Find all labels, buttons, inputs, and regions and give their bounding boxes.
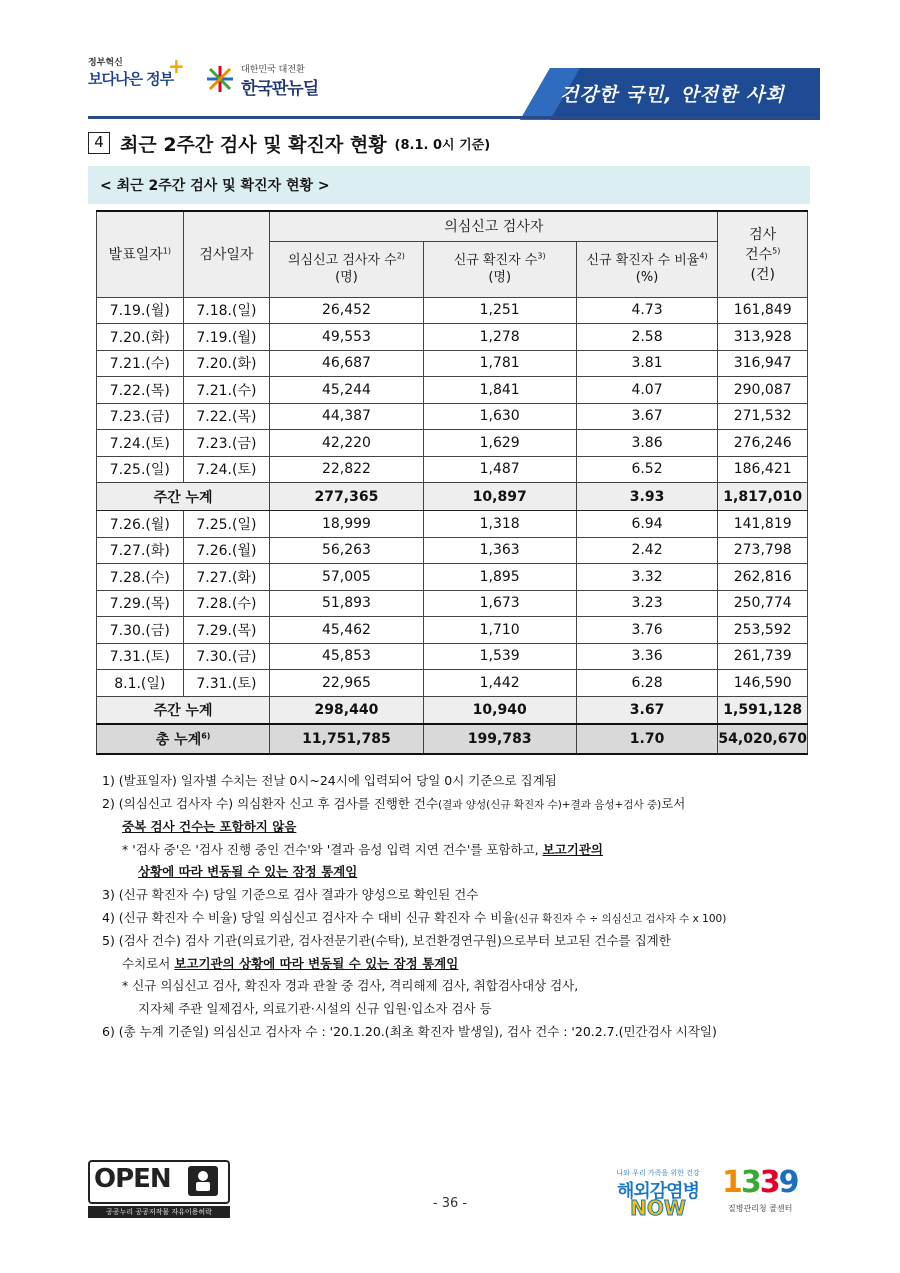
table-row: 7.25.(일) 7.24.(토) 22,822 1,487 6.52 186,421 [97, 456, 808, 483]
person-icon [188, 1166, 218, 1196]
header-suspect-count: 의심신고 검사자 수$^{2)}$ (명) [270, 241, 423, 297]
header-ratio: 신규 확진자 수 비율$^{4)}$ (%) [576, 241, 718, 297]
header-suspect-group: 의심신고 검사자 [270, 211, 718, 241]
footnote-4: 4) (신규 확진자 수 비율) 당일 의심신고 검사자 수 대비 신규 확진자 수 비율(신규 확진자 수 ÷ 의심신고 검사자 수 x 100) [102, 909, 727, 925]
table-row: 7.30.(금) 7.29.(목) 45,462 1,710 3.76 253,592 [97, 617, 808, 644]
page-header [0, 0, 900, 125]
table-row: 7.22.(목) 7.21.(수) 45,244 1,841 4.07 290,087 [97, 377, 808, 404]
header-rule [88, 116, 818, 119]
header-test-count: 검사 건수$^{5)}$ (건) [718, 211, 808, 297]
table-row: 7.21.(수) 7.20.(화) 46,687 1,781 3.81 316,947 [97, 350, 808, 377]
header-new-confirmed: 신규 확진자 수$^{3)}$ (명) [423, 241, 576, 297]
open-license-text: OPEN [94, 1164, 171, 1194]
footnote-5-star: * 신규 의심신고 검사, 확진자 경과 관찰 중 검사, 격리해제 검사, 취합검사대상 검사, [122, 978, 579, 994]
attribution-icon [188, 1166, 218, 1196]
overseas-small-text: 나와 우리 가족을 위한 건강 [616, 1169, 700, 1177]
table-row: 7.26.(월) 7.25.(일) 18,999 1,318 6.94 141,819 [97, 511, 808, 538]
section-number: 4 [88, 132, 110, 154]
weekly-sum-row: 주간 누계 298,440 10,940 3.67 1,591,128 [97, 696, 808, 724]
gov-innovation-logo [88, 54, 198, 102]
footnote-3: 3) (신규 확진자 수) 당일 기준으로 검사 결과가 양성으로 확인된 건수 [102, 886, 479, 902]
overseas-infection-logo [612, 1168, 704, 1218]
table-row: 7.23.(금) 7.22.(목) 44,387 1,630 3.67 271,532 [97, 403, 808, 430]
table-row: 7.19.(월) 7.18.(일) 26,452 1,251 4.73 161,849 [97, 297, 808, 324]
table-row: 7.29.(목) 7.28.(수) 51,893 1,673 3.23 250,774 [97, 590, 808, 617]
footnote-1: 1) (발표일자) 일자별 수치는 전날 0시~24시에 입력되어 당일 0시 기준으로 집계됨 [102, 773, 557, 788]
section-title: 최근 2주간 검사 및 확진자 현황 [120, 133, 387, 156]
weekly-sum-row: 주간 누계 277,365 10,897 3.93 1,817,010 [97, 483, 808, 511]
table-row: 7.27.(화) 7.26.(월) 56,263 1,363 2.42 273,798 [97, 537, 808, 564]
footnote-2-star: * '검사 중'은 '검사 진행 중인 건수'와 '결과 음성 입력 지연 건수'를 포함하고, 보고기관의 [122, 841, 603, 857]
table-row: 7.20.(화) 7.19.(월) 49,553 1,278 2.58 313,928 [97, 324, 808, 351]
footnote-2-cont: 중복 검사 건수는 포함하지 않음 [122, 819, 297, 835]
footnote-5-star-cont: 지자체 주관 일제검사, 의료기관·시설의 신규 입원·입소자 검사 등 [138, 1000, 492, 1016]
table-row: 7.28.(수) 7.27.(화) 57,005 1,895 3.32 262,816 [97, 564, 808, 591]
table-subtitle: < 최근 2주간 검사 및 확진자 현황 > [88, 166, 810, 204]
table-row: 7.24.(토) 7.23.(금) 42,220 1,629 3.86 276,246 [97, 430, 808, 457]
overseas-big-text: 해외감염병 [617, 1181, 699, 1202]
footnote-5-cont: 수치로서 보고기관의 상황에 따라 변동될 수 있는 잠정 통계임 [122, 955, 459, 971]
korean-new-deal-logo [205, 60, 345, 100]
kdca-callcenter-logo [720, 1165, 816, 1217]
footnotes [102, 770, 817, 1043]
callcenter-label: 질병관리청 콜센터 [728, 1204, 793, 1213]
open-license-caption: 공공누리 공공저작물 자유이용허락 [88, 1206, 230, 1218]
page-number: - 36 - [432, 1196, 468, 1211]
footnote-2: 2) (의심신고 검사자 수) 의심환자 신고 후 검사를 진행한 건수(결과 양성(신규 확진자 수)+결과 음성+검사 중)로서 [102, 795, 686, 811]
table-row: 7.31.(토) 7.30.(금) 45,853 1,539 3.36 261,739 [97, 643, 808, 670]
slogan-text: 건강한 국민, 안전한 사회 [560, 84, 785, 106]
plus-icon: + [168, 54, 185, 78]
new-deal-mark-icon [205, 64, 235, 94]
grand-total-row: 총 누계$^{6)}$ 11,751,785 199,783 1.70 54,020,670 [97, 724, 808, 754]
gov-logo-big-text: 보다나은 정부 [88, 70, 174, 88]
section-heading [88, 126, 490, 160]
overseas-now-text: NOW [630, 1196, 686, 1220]
callcenter-number: 1339 [722, 1165, 798, 1200]
header-announce-date: 발표일자$^{1)}$ [97, 211, 184, 297]
footnote-6: 6) (총 누계 기준일) 의심신고 검사자 수 : '20.1.20.(최초 확진자 발생일), 검사 건수 : '20.2.7.(민간검사 시작일) [102, 1023, 717, 1039]
table-row: 8.1.(일) 7.31.(토) 22,965 1,442 6.28 146,590 [97, 670, 808, 697]
testing-status-table [96, 210, 808, 755]
section-basis: (8.1. 0시 기준) [394, 137, 491, 153]
header-test-date: 검사일자 [183, 211, 270, 297]
new-deal-small-text: 대한민국 대전환 [241, 65, 305, 75]
footnote-5: 5) (검사 건수) 검사 기관(의료기관, 검사전문기관(수탁), 보건환경연구원)으로부터 보고된 건수를 집계한 [102, 933, 671, 949]
gov-logo-small-text: 정부혁신 [88, 58, 123, 68]
open-license-logo [88, 1160, 230, 1220]
footnote-2-star-cont: 상황에 따라 변동될 수 있는 잠정 통계임 [138, 864, 358, 880]
new-deal-big-text: 한국판뉴딜 [241, 79, 319, 99]
